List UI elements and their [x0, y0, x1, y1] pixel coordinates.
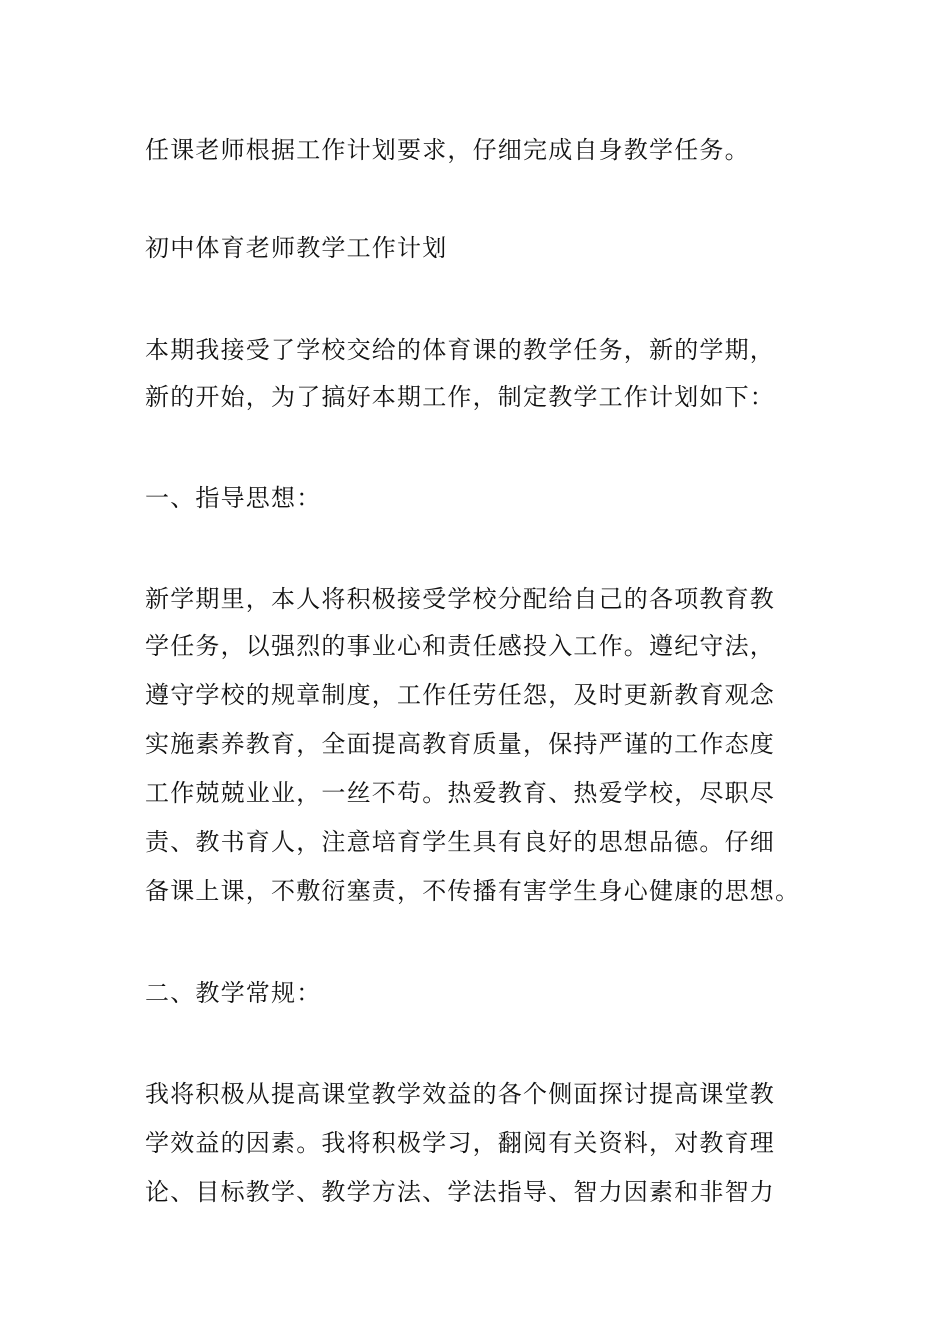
paragraph-line: 责、教书育人，注意培育学生具有良好的思想品德。仔细 — [145, 828, 775, 856]
paragraph-line: 新学期里，本人将积极接受学校分配给自己的各项教育教 — [145, 585, 775, 613]
section-heading: 一、指导思想： — [145, 484, 322, 512]
paragraph-line: 本期我接受了学校交给的体育课的教学任务，新的学期， — [145, 336, 775, 364]
paragraph-line: 我将积极从提高课堂教学效益的各个侧面探讨提高课堂教 — [145, 1080, 775, 1108]
paragraph-line: 新的开始，为了搞好本期工作，制定教学工作计划如下： — [145, 383, 775, 411]
paragraph-line: 工作兢兢业业，一丝不苟。热爱教育、热爱学校，尽职尽 — [145, 779, 775, 807]
paragraph-line: 论、目标教学、教学方法、学法指导、智力因素和非智力 — [145, 1178, 775, 1206]
paragraph-line: 备课上课，不敷衍塞责，不传播有害学生身心健康的思想。 — [145, 877, 801, 905]
paragraph-line: 实施素养教育，全面提高教育质量，保持严谨的工作态度 — [145, 730, 775, 758]
section-heading: 二、教学常规： — [145, 979, 322, 1007]
paragraph-line: 学任务，以强烈的事业心和责任感投入工作。遵纪守法， — [145, 632, 775, 660]
document-heading: 初中体育老师教学工作计划 — [145, 234, 448, 262]
paragraph-line: 遵守学校的规章制度，工作任劳任怨，及时更新教育观念 — [145, 681, 775, 709]
paragraph-line: 学效益的因素。我将积极学习，翻阅有关资料，对教育理 — [145, 1129, 775, 1157]
paragraph-line: 任课老师根据工作计划要求，仔细完成自身教学任务。 — [145, 136, 750, 164]
